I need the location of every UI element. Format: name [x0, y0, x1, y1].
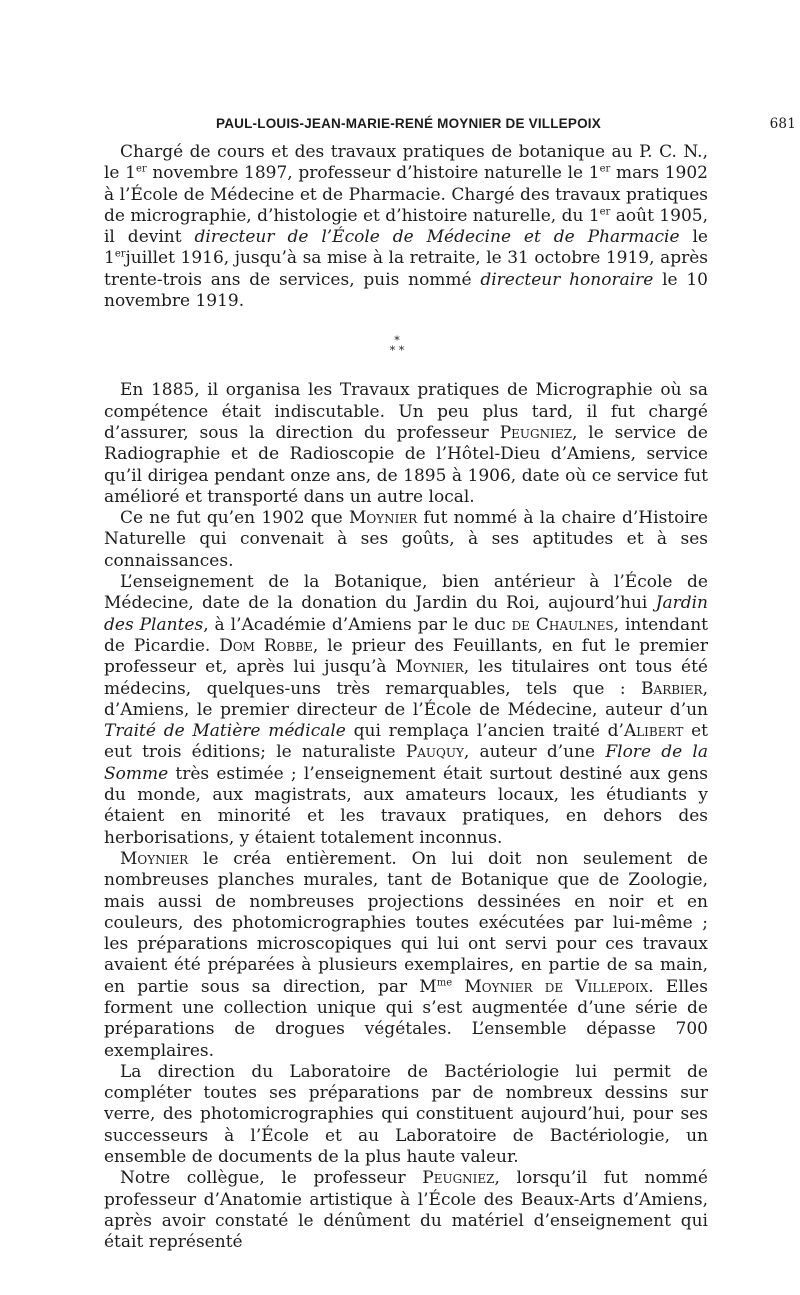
paragraph-botanique: L’enseignement de la Botanique, bien antérieur à l’École de Médecine, date de la donation du Jardin du Roi, aujourd’hui Jardin des Plantes, à l’Académie d’Amiens par le duc de Chaulnes, intendant de Picardie. Dom Robbe, le prieur des Feuillants, en fut le premier professeur et, après lui jusqu’à Moynier, les titulaires ont tous été médecins, quelques-uns très remarquables, tels que : Barbier, d’Amiens, le premier directeur de l’École de Médecine, auteur d’un Traité de Matière médicale qui remplaça l’ancien traité d’Alibert et eut trois éditions; le naturaliste Pauquy, auteur d’une Flore de la Somme très estimée ; l’enseignement était surtout destiné aux gens du monde, aux magistrats, aux amateurs locaux, les étudiants y étaient en minorité et les travaux pratiques, en dehors des herborisations, y étaient totalement inconnus.: [104, 572, 708, 848]
page-number: 681: [769, 116, 796, 132]
body-text: [104, 142, 708, 1254]
paragraph-career: Chargé de cours et des travaux pratiques de botanique au P. C. N., le 1er novembre 1897, professeur d’histoire naturelle le 1er mars 1902 à l’École de Médecine et de Pharmacie. Chargé des travaux pratiques de micrographie, d’histologie et d’histoire naturelle, du 1er août 1905, il devint directeur de l’École de Médecine et de Pharmacie le 1erjuillet 1916, jusqu’à sa mise à la retraite, le 31 octobre 1919, après trente-trois ans de services, puis nommé directeur honoraire le 10 novembre 1919.: [104, 142, 708, 312]
paragraph-collection: Moynier le créa entièrement. On lui doit non seulement de nombreuses planches murales, tant de Botanique que de Zoologie, mais aussi de nombreuses projections dessinées en noir et en couleurs, des photomicrographies toutes exécutées par lui-même ; les préparations microscopiques qui lui ont servi pour ces travaux avaient été préparées à plusieurs exemplaires, en partie de sa main, en partie sous sa direction, par $M^{me}$ Moynier de Villepoix. Elles forment une collection unique qui s’est augmentée d’une série de préparations de drogues végétales. L’ensemble dépasse 700 exemplaires.: [104, 848, 708, 1061]
section-asterism: * * *: [389, 334, 405, 358]
running-title: PAUL-LOUIS-JEAN-MARIE-RENÉ MOYNIER DE VILLEPOIX: [216, 116, 601, 131]
paragraph-anatomie: Notre collègue, le professeur Peugniez, lorsqu’il fut nommé professeur d’Anatomie artistique à l’École des Beaux-Arts d’Amiens, après avoir constaté le dénûment du matériel d’enseignement qui était représenté: [104, 1168, 708, 1253]
paragraph-micrographie: En 1885, il organisa les Travaux pratiques de Micrographie où sa compétence était indiscutable. Un peu plus tard, il fut chargé d’assurer, sous la direction du professeur Peugniez, le service de Radiographie et de Radioscopie de l’Hôtel-Dieu d’Amiens, service qu’il dirigea pendant onze ans, de 1895 à 1906, date où ce service fut amélioré et transporté dans un autre local.: [104, 380, 708, 507]
paragraph-chaire: Ce ne fut qu’en 1902 que Moynier fut nommé à la chaire d’Histoire Naturelle qui convenait à ses goûts, à ses aptitudes et à ses connaissances.: [104, 508, 708, 571]
running-header: [216, 116, 796, 132]
paragraph-bacteriologie: La direction du Laboratoire de Bactériologie lui permit de compléter toutes ses préparations par de nombreux dessins sur verre, des photomicrographies qui constituent aujourd’hui, pour ses successeurs à l’École et au Laboratoire de Bactériologie, un ensemble de documents de la plus haute valeur.: [104, 1061, 708, 1168]
